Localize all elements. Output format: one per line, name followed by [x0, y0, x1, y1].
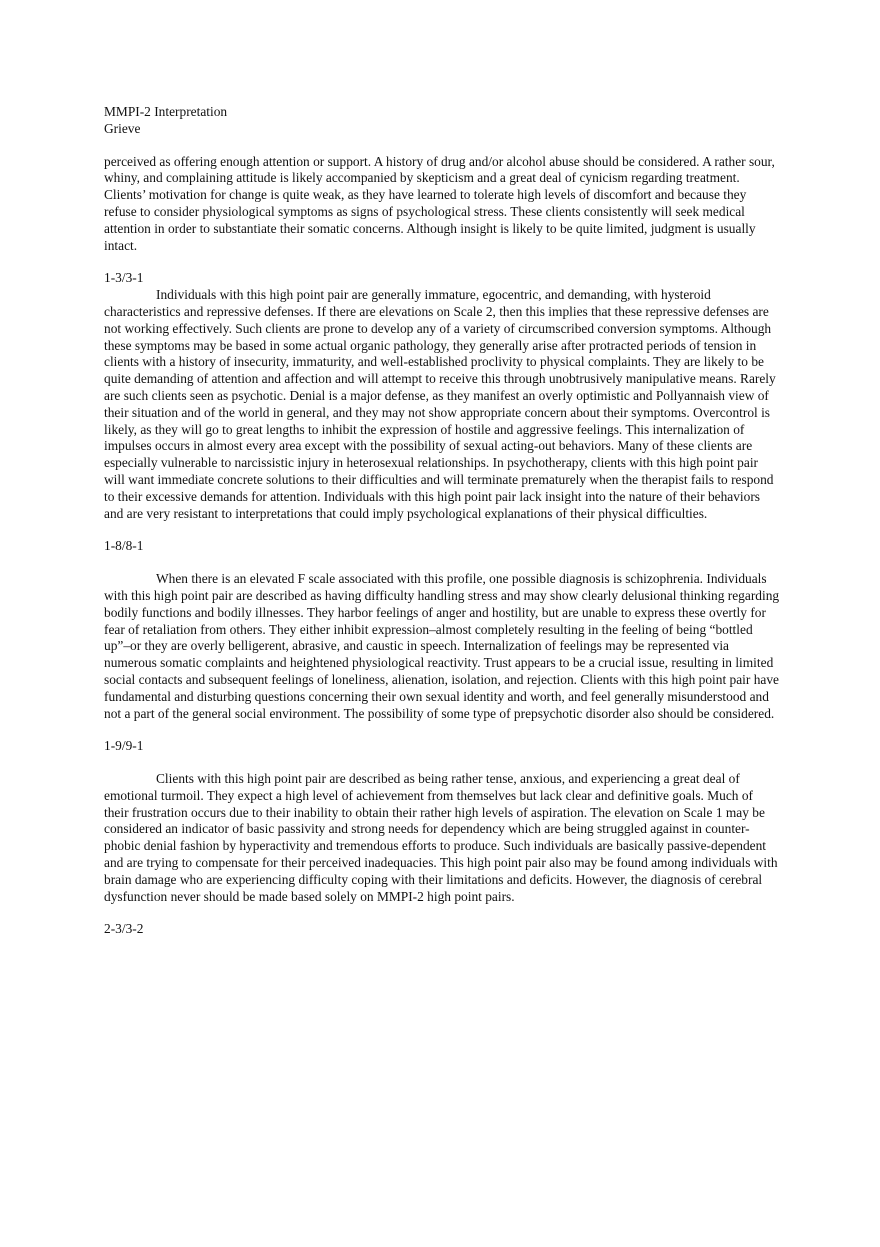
section-body: Clients with this high point pair are described as being rather tense, anxious, and experiencing a great deal of emotional turmoil. They expect a high level of achievement from themselves but lack clear and definitive goals. Much of their frustration occurs due to their inability to obtain their rather high levels of aspiration. The elevation on Scale 1 may be considered an indicator of basic passivity and strong needs for dependency which are being struggled against in counter-phobic denial fashion by hyperactivity and tremendous efforts to produce. Such individuals are basically passive-dependent and are trying to compensate for their perceived inadequacies. This high point pair also may be found among individuals with brain damage who are experiencing difficulty coping with their limitations and deficits. However, the diagnosis of cerebral dysfunction never should be made based solely on MMPI-2 high point pairs. — [104, 771, 778, 904]
section-heading: 1-9/9-1 — [104, 738, 144, 754]
section-1-9 — [104, 738, 780, 905]
section-heading: 1-8/8-1 — [104, 538, 144, 554]
section-heading: 1-3/3-1 — [104, 270, 144, 286]
running-header — [104, 104, 780, 138]
section-body: When there is an elevated F scale associated with this profile, one possible diagnosis is schizophrenia. Individuals with this high point pair are described as having difficulty handling stress and may show clearly delusional thinking regarding bodily functions and bodily illnesses. They harbor feelings of anger and hostility, but are unable to express these overtly for fear of retaliation from others. They either inhibit expression–almost completely resulting in the feeling of being “bottled up”–or they are overly belligerent, abrasive, and caustic in speech. Internalization of feelings may be represented via numerous somatic complaints and heightened physiological reactivity. Trust appears to be a crucial issue, resulting in limited social contacts and subsequent feelings of loneliness, alienation, isolation, and rejection. Clients with this high point pair have fundamental and disturbing questions concerning their own sexual identity and worth, and feel generally misunderstood and not a part of the general social environment. The possibility of some type of prepsychotic disorder also should be considered. — [104, 571, 780, 721]
section-body: Individuals with this high point pair are generally immature, egocentric, and demanding, with hysteroid characteristics and repressive defenses. If there are elevations on Scale 2, then this implies that these repressive defenses are not working effectively. Such clients are prone to develop any of a variety of circumscribed conversion symptoms. Although these symptoms may be based in some actual organic pathology, they generally arise after protracted periods of tension in clients with a history of insecurity, immaturity, and well-established proclivity to physical complaints. They are likely to be quite demanding of attention and affection and will attempt to receive this through unobtrusively manipulative means. Rarely are such clients seen as psychotic. Denial is a major defense, as they manifest an overly optimistic and Pollyannaish view of their situation and of the world in general, and they may not show appropriate concern about their symptoms. Overcontrol is likely, as they will go to great lengths to inhibit the expression of hostile and aggressive feelings. This internalization of impulses occurs in almost every area except with the possibility of sexual acting-out behaviors. Many of these clients are especially vulnerable to narcissistic injury in heterosexual relationships. In psychotherapy, clients with this high point pair will want immediate concrete solutions to their difficulties and will terminate prematurely when the therapist fails to respond to their excessive demands for attention. Individuals with this high point pair lack insight into the nature of their behaviors and are very resistant to interpretations that could imply psychological explanations of their physical difficulties. — [104, 287, 776, 521]
section-heading: 2-3/3-2 — [104, 921, 144, 937]
intro-paragraph: perceived as offering enough attention or support. A history of drug and/or alcohol abuse should be considered. A rather sour, whiny, and complaining attitude is likely accompanied by skepticism and a great deal of cynicism regarding treatment. Clients’ motivation for change is quite weak, as they have learned to tolerate high levels of discomfort and because they refuse to consider physiological symptoms as signs of psychological stress. These clients consistently will seek medical attention in order to substantiate their somatic concerns. Although insight is likely to be quite limited, judgment is usually intact. — [104, 153, 775, 253]
section-2-3 — [104, 921, 780, 938]
document-page — [104, 104, 780, 938]
section-1-8 — [104, 538, 780, 722]
document-title: MMPI-2 Interpretation — [104, 104, 228, 119]
document-author: Grieve — [104, 120, 141, 136]
section-1-3 — [104, 270, 780, 522]
